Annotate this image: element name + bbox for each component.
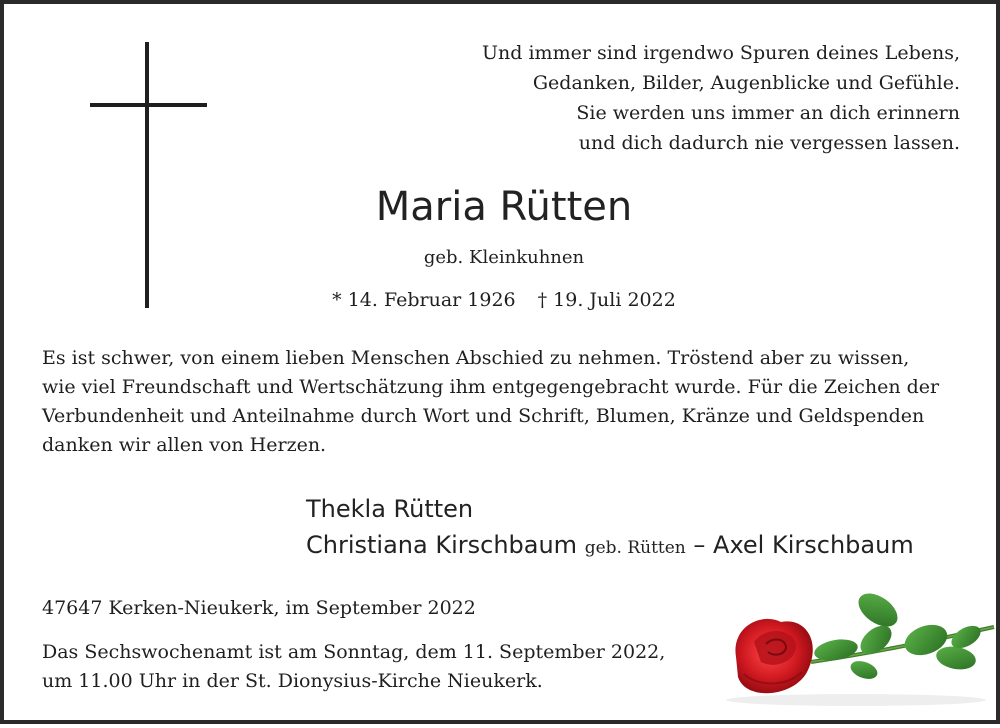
thanks-message xyxy=(42,344,939,460)
poem-line: Gedanken, Bilder, Augenblicke und Gefühle. xyxy=(532,72,960,94)
family-member-partner: – Axel Kirschbaum xyxy=(693,531,914,559)
message-line: Es ist schwer, von einem lieben Menschen Abschied zu nehmen. Tröstend aber zu wissen, xyxy=(42,347,910,369)
service-info xyxy=(42,638,665,696)
message-line: wie viel Freundschaft und Wertschätzung ihm entgegengebracht wurde. Für die Zeichen der xyxy=(42,376,940,398)
birth-name: geb. Kleinkuhnen xyxy=(423,247,585,268)
poem-line: und dich dadurch nie vergessen lassen. xyxy=(578,132,960,154)
family-birth-name: geb. Rütten xyxy=(584,538,686,558)
message-line: Verbundenheit und Anteilnahme durch Wort und Schrift, Blumen, Kränze und Geldspenden xyxy=(42,405,925,427)
death-date: † 19. Juli 2022 xyxy=(537,289,676,311)
poem-line: Und immer sind irgendwo Spuren deines Lebens, xyxy=(482,42,960,64)
poem xyxy=(482,38,960,158)
family-member-name: Christiana Kirschbaum xyxy=(306,531,578,559)
rose-image xyxy=(716,582,996,712)
poem-line: Sie werden uns immer an dich erinnern xyxy=(576,102,960,124)
family-member: Thekla Rütten xyxy=(306,495,474,523)
family-signature xyxy=(306,491,914,566)
service-line: Das Sechswochenamt ist am Sonntag, dem 11. September 2022, xyxy=(42,641,666,663)
place-date: 47647 Kerken-Nieukerk, im September 2022 xyxy=(42,597,476,619)
family-member xyxy=(306,527,914,566)
life-dates xyxy=(4,289,1000,311)
deceased-name: Maria Rütten xyxy=(375,184,633,230)
service-line: um 11.00 Uhr in der St. Dionysius-Kirche Nieukerk. xyxy=(42,670,543,692)
birth-date: * 14. Februar 1926 xyxy=(332,289,516,311)
message-line: danken wir allen von Herzen. xyxy=(42,434,327,456)
